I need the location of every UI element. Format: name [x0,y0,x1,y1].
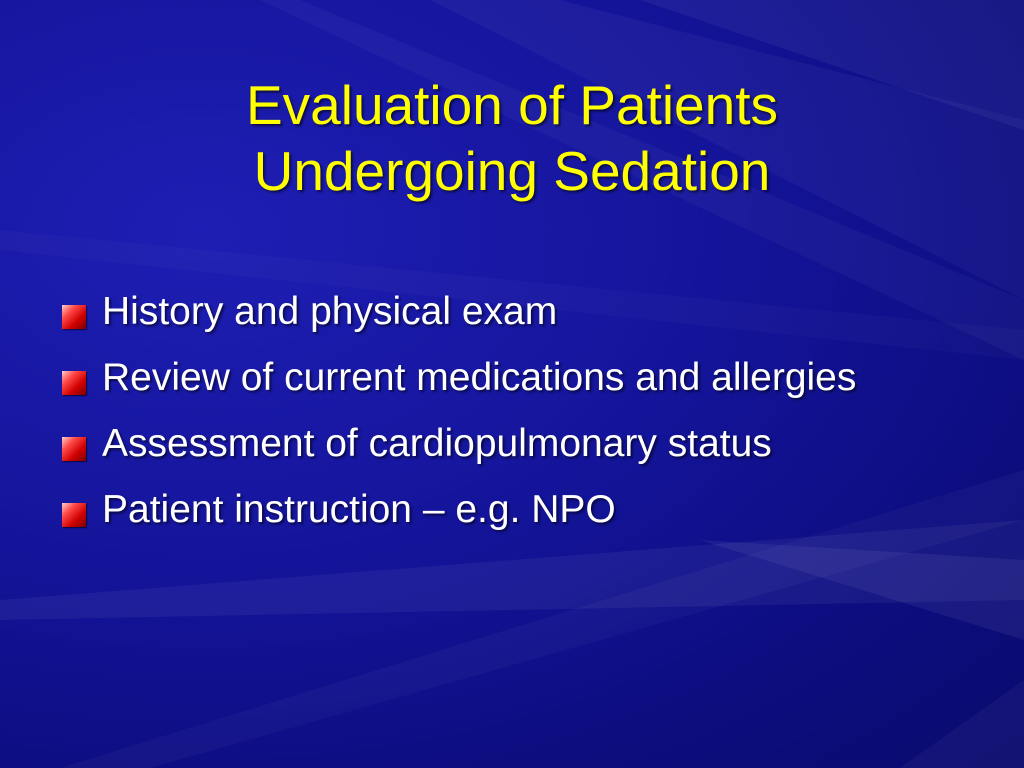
bullet-item [62,483,962,537]
bullet-text: Review of current medications and allergies [102,356,857,399]
slide-title [0,72,1024,204]
red-square-bullet-icon [62,437,86,461]
bullet-text: Patient instruction – e.g. NPO [102,488,616,531]
red-square-bullet-icon [62,503,86,527]
bullet-list [62,285,962,549]
bullet-item [62,285,962,339]
bullet-item [62,351,962,405]
red-square-bullet-icon [62,305,86,329]
slide-title-line-1: Evaluation of Patients [245,74,778,136]
red-square-bullet-icon [62,371,86,395]
bullet-item [62,417,962,471]
slide-title-line-2: Undergoing Sedation [253,140,771,202]
bullet-text: History and physical exam [102,290,558,333]
bullet-text: Assessment of cardiopulmonary status [102,422,772,465]
